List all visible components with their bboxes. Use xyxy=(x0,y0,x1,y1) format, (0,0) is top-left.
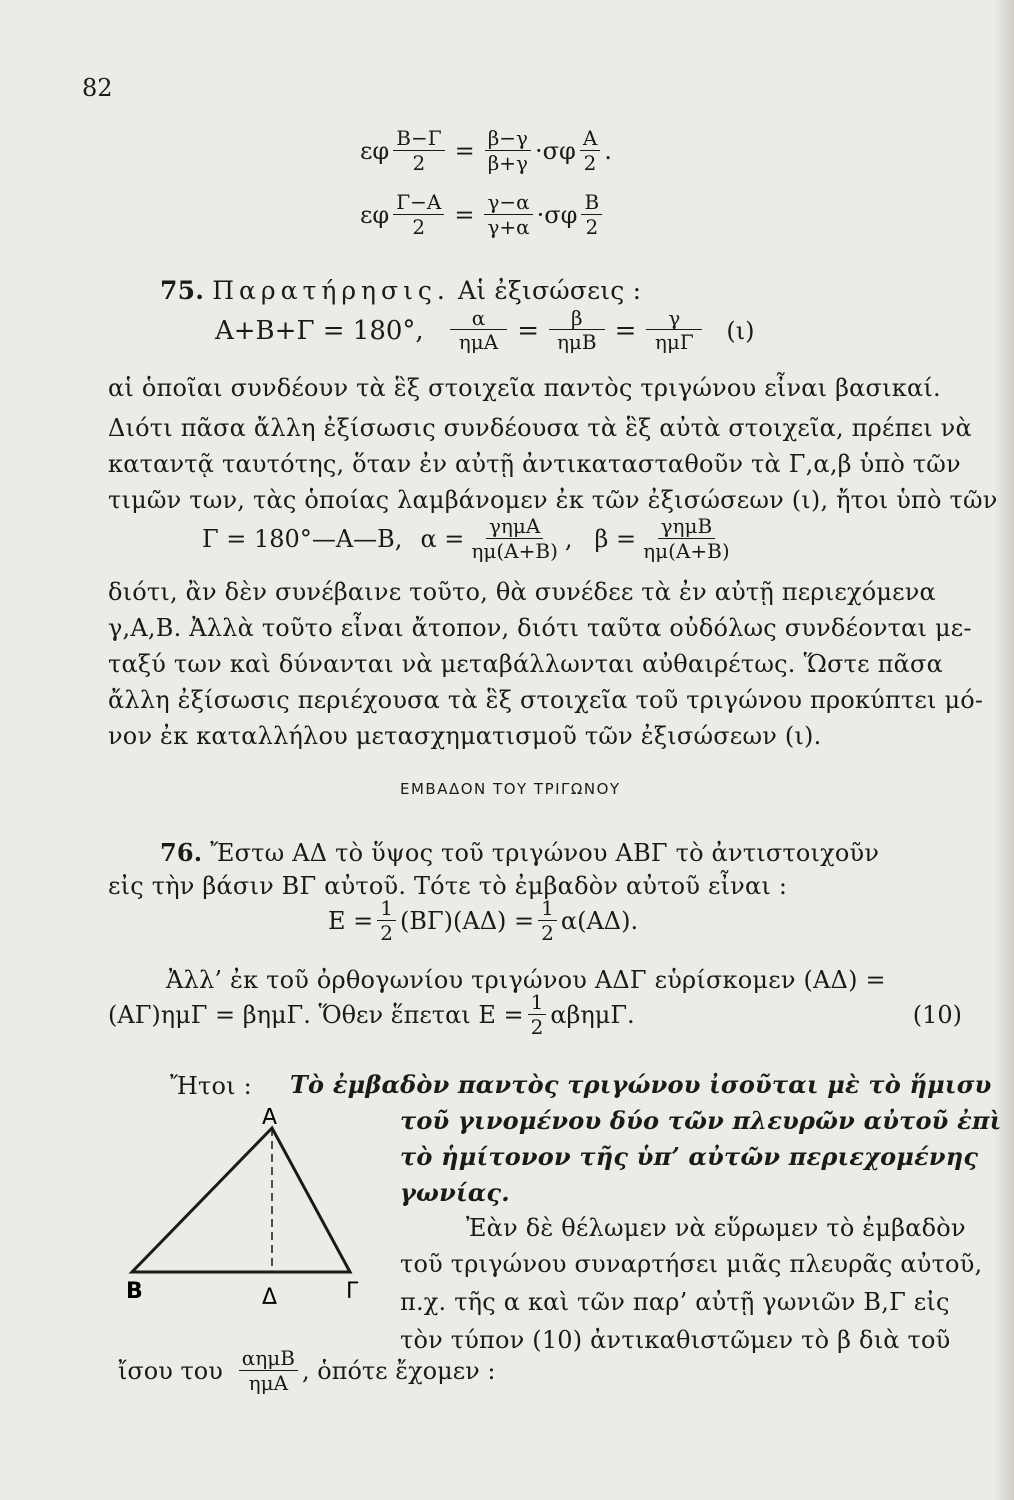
paragraph-75b-line-2: γ,A,B. Ἀλλὰ τοῦτο εἶναι ἄτοπον, διότι ταῦτα οὐδόλως συνδέονται με- xyxy=(108,614,972,642)
paragraph-75b-line-4: ἄλλη ἐξίσωσις περιέχουσα τὰ ἓξ στοιχεῖα τοῦ τριγώνου προκύπτει μό- xyxy=(108,686,984,714)
theorem-line-3: τὸ ἡμίτονον τῆς ὑπ’ αὐτῶν περιεχομένης xyxy=(400,1142,979,1171)
paragraph-75-line-2: Διότι πᾶσα ἄλλη ἐξίσωσις συνδέουσα τὰ ἓξ αὐτὰ στοιχεῖα, πρέπει νὰ xyxy=(108,414,972,442)
formula-tan-c-minus-a: εφ $\frac{\Gamma-A}{2}$ = $\frac{\gamma-\alpha}{\gamma+\alpha}$ ·σφ $\frac{B}{2}$ xyxy=(360,192,606,238)
vertex-label-g: Γ xyxy=(346,1279,359,1304)
hitoi-label: Ἤτοι : xyxy=(170,1072,252,1100)
vertex-label-a: A xyxy=(262,1108,278,1130)
formula-area-base-height: E = $\frac{1}{2}$ (BΓ)(AΔ) = $\frac{1}{2}$ α(AΔ). xyxy=(328,896,639,945)
paragraph-76-line-3: Ἀλλ’ ἐκ τοῦ ὀρθογωνίου τριγώνου AΔΓ εὑρίσκομεν (AΔ) = xyxy=(166,966,886,994)
paragraph-76-line-2: εἰς τὴν βάσιν BΓ αὐτοῦ. Τότε τὸ ἐμβαδὸν αὐτοῦ εἶναι : xyxy=(108,872,788,900)
paragraph-75-line-4: τιμῶν των, τὰς ὁποίας λαμβάνομεν ἐκ τῶν ἐξισώσεων (ι), ἤτοι ὑπὸ τῶν xyxy=(108,486,998,514)
formula-substitute-beta: ἴσου του $\frac{\text{αημB}}{\text{ημA}}$ , ὁπότε ἔχομεν : xyxy=(118,1346,496,1395)
paragraph-75-line-1: αἱ ὁποῖαι συνδέουν τὰ ἓξ στοιχεῖα παντὸς τριγώνου εἶναι βασικαί. xyxy=(108,374,941,402)
formula-area-sine: (AΓ)ημΓ = βημΓ. Ὅθεν ἕπεται E = $\frac{1}{2}$ αβημΓ. (10) xyxy=(108,990,962,1039)
paragraph-76-line-1: 76. Ἔστω AΔ τὸ ὕψος τοῦ τριγώνου ABΓ τὸ ἀντιστοιχοῦν xyxy=(160,838,880,867)
theorem-line-4: γωνίας. xyxy=(400,1178,510,1207)
formula-substitution: Γ = 180°—A—B, α = $\frac{\text{γημA}}{\eta\mu(A+B)}$ , β = $\frac{\text{γημB}}{\eta\mu(A+B)}$ xyxy=(202,514,730,563)
after-line-2: τοῦ τριγώνου συναρτήσει μιᾶς πλευρᾶς αὐτοῦ, xyxy=(400,1250,983,1278)
theorem-line-2: τοῦ γινομένου δύο τῶν πλευρῶν αὐτοῦ ἐπὶ xyxy=(400,1106,1002,1135)
formula-tan-b-minus-c: εφ $\frac{B-\Gamma}{2}$ = $\frac{\beta-\gamma}{\beta+\gamma}$ ·σφ $\frac{A}{2}$ . xyxy=(360,126,612,175)
paragraph-75b-line-1: διότι, ἂν δὲν συνέβαινε τοῦτο, θὰ συνέδεε τὰ ἐν αὐτῇ περιεχόμενα xyxy=(108,578,936,606)
formula-law-of-sines: A+B+Γ = 180°, $\frac{\alpha}{\text{ημA}}$ = $\frac{\beta}{\text{ημB}}$ = $\frac{\gamma}{\text{ημΓ}}$ (ι) xyxy=(215,306,755,354)
page-spine-shadow xyxy=(994,0,1014,1500)
after-line-3: π.χ. τῆς α καὶ τῶν παρ’ αὐτῇ γωνιῶν B,Γ εἰς xyxy=(400,1288,950,1316)
triangle-figure xyxy=(120,1108,390,1308)
section-75-heading xyxy=(160,276,641,305)
paragraph-75b-line-3: ταξύ των καὶ δύνανται νὰ μεταβάλλωνται αὐθαιρέτως. Ὥστε πᾶσα xyxy=(108,650,943,678)
section-intro: Αἱ ἐξισώσεις : xyxy=(457,276,642,305)
triangle-abg xyxy=(132,1128,350,1272)
section-title: Παρατήρησις. xyxy=(212,276,450,305)
foot-label-d: Δ xyxy=(262,1285,278,1308)
after-line-1: Ἐὰν δὲ θέλωμεν νὰ εὕρωμεν τὸ ἐμβαδὸν xyxy=(466,1214,966,1242)
section-heading-triangle-area: ΕΜΒΑΔΟΝ ΤΟΥ ΤΡΙΓΩΝΟΥ xyxy=(400,780,621,798)
paragraph-75b-line-5: νον ἐκ καταλλήλου μετασχηματισμοῦ τῶν ἐξισώσεων (ι). xyxy=(108,722,822,750)
page-number: 82 xyxy=(82,74,113,102)
section-number-76: 76. xyxy=(160,838,203,867)
paragraph-75-line-3: καταντᾷ ταυτότης, ὅταν ἐν αὐτῇ ἀντικατασταθοῦν τὰ Γ,α,β ὑπὸ τῶν xyxy=(108,450,961,478)
vertex-label-b: B xyxy=(126,1279,143,1304)
theorem-line-1: Τὸ ἐμβαδὸν παντὸς τριγώνου ἰσοῦται μὲ τὸ ἥμισυ xyxy=(290,1070,992,1099)
section-number: 75. xyxy=(160,276,205,305)
after-line-4: τὸν τύπον (10) ἀντικαθιστῶμεν τὸ β διὰ τοῦ xyxy=(400,1326,951,1354)
